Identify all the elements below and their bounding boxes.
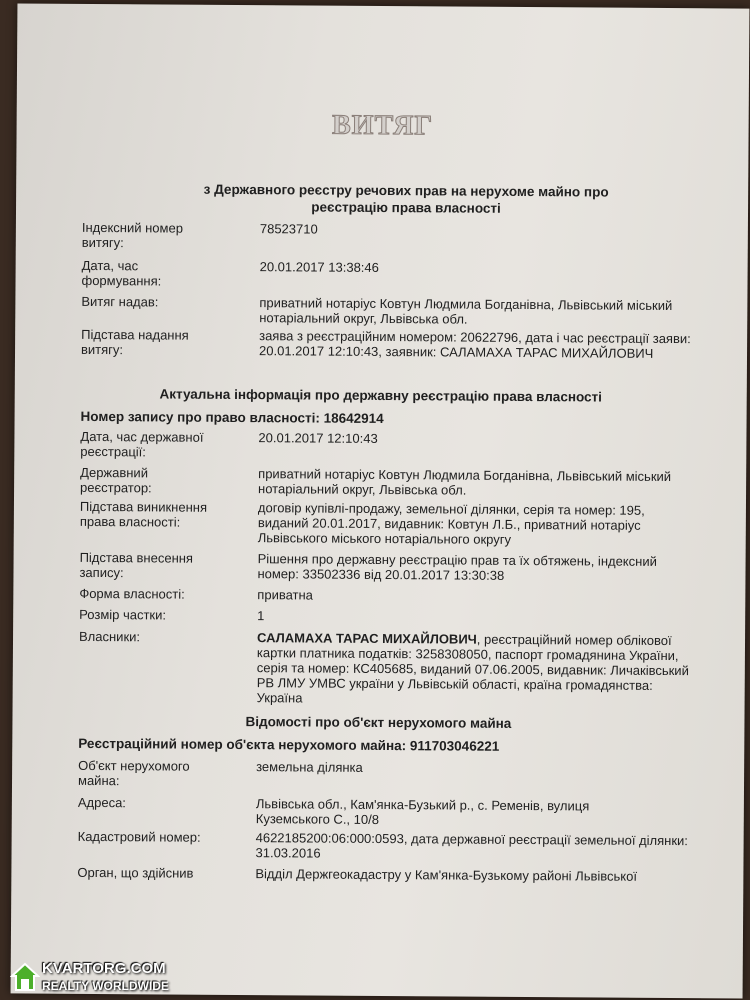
document-subtitle <box>136 180 676 218</box>
owner-value <box>257 630 698 708</box>
field-value: 78523710 <box>259 221 318 237</box>
field-value: договір купівлі-продажу, земельної ділянки, серія та номер: 195, виданий 20.01.2017, видавник: Ковтун Л.Б., приватний нотаріус Львівського міського нотаріального округу <box>257 500 645 547</box>
field-label: Підстава надання витягу: <box>80 326 189 358</box>
field-label: Підстава виникнення права власності: <box>79 498 208 530</box>
field-label: Адреса: <box>77 794 127 811</box>
subtitle-line-1: з Державного реєстру речових прав на нерухоме майно про <box>203 181 609 200</box>
field-label: Дата, час формування: <box>81 257 162 289</box>
field-label: Витяг надав: <box>81 293 159 310</box>
object-row-address <box>77 794 708 828</box>
field-value: приватний нотаріус Ковтун Людмила Богданівна, Львівський міський нотаріальний округ, Львівська обл. <box>258 466 672 498</box>
field-value: 1 <box>257 608 265 624</box>
field-value: Рішення про державну реєстрацію прав та їх обтяжень, індексний номер: 33502336 від 20.01.2017 13:30:38 <box>257 551 657 583</box>
current-row-date <box>80 428 710 460</box>
field-label: Підстава внесення запису: <box>79 549 194 581</box>
field-label: Орган, що здійснив <box>77 864 194 881</box>
field-value: приватна <box>257 587 314 603</box>
field-value: земельна ділянка <box>256 759 363 775</box>
field-value: заява з реєстраційним номером: 20622796, дата і час реєстрації заяви: 20.01.2017 12:10:43, заявник: САЛАМАХА ТАРАС МИХАЙЛОВИЧ <box>258 328 691 361</box>
watermark-name: KVARTORG.COM <box>42 960 166 977</box>
field-value: приватний нотаріус Ковтун Людмила Богданівна, Львівський міський нотаріальний округ, Львівська обл. <box>259 295 673 327</box>
current-row-ownership-form <box>79 585 709 603</box>
object-row-authority <box>77 864 707 884</box>
extract-row-date <box>81 257 712 289</box>
watermark-tagline: REALTY WORLDWIDE <box>42 979 169 993</box>
field-label: Кадастровий номер: <box>77 828 201 845</box>
extract-row-issuer <box>81 293 711 327</box>
field-label: Дата, час державної реєстрації: <box>80 428 204 460</box>
section-object-info: Відомості про об'єкт нерухомого майна <box>245 714 512 731</box>
current-row-share <box>79 606 709 624</box>
field-value: Львівська обл., Кам'янка-Бузький р., с. Ременів, вулиця Куземського С., 10/8 <box>255 796 590 828</box>
section-current-info: Актуальна інформація про державну реєстрацію права власності <box>159 386 603 405</box>
object-row-type <box>77 757 708 789</box>
field-value: 20.01.2017 13:38:46 <box>259 259 379 275</box>
field-label: Державний реєстратор: <box>80 464 152 496</box>
extract-row-index <box>81 219 712 251</box>
current-row-origin <box>79 498 710 547</box>
field-label: Розмір частки: <box>79 606 167 623</box>
field-value: 4622185200:06:000:0593, дата державної реєстрації земельної ділянки: 31.03.2016 <box>255 830 688 861</box>
field-label: Об'єкт нерухомого майна: <box>77 757 190 789</box>
field-label: Форма власності: <box>79 585 185 602</box>
kvartorg-watermark <box>6 958 206 998</box>
current-row-owners <box>78 628 709 706</box>
current-row-registrar <box>80 464 710 498</box>
owner-details: , реєстраційний номер облікової картки платника податків: 3258308050, паспорт громадянина України, серія та номер: КС405685, виданий 07.06.2005, видавник: Личаківський РВ ЛМУ УМВС україни у Львівській області, країна громадянства: Україна <box>256 631 689 706</box>
record-number: Номер запису про право власності: 18642914 <box>80 408 384 427</box>
document-heading: ВИТЯГ <box>331 109 434 142</box>
current-row-entry-basis <box>79 549 710 583</box>
house-icon <box>10 962 40 992</box>
field-value: Відділ Держгеокадастру у Кам'янка-Бузькому районі Львівської <box>255 866 638 884</box>
field-value: 20.01.2017 12:10:43 <box>258 430 378 446</box>
owner-name: САЛАМАХА ТАРАС МИХАЙЛОВИЧ <box>256 630 477 647</box>
object-number: Реєстраційний номер об'єкта нерухомого майна: 911703046221 <box>78 735 500 754</box>
field-label: Індексний номер витягу: <box>81 219 184 251</box>
document-page <box>11 3 750 998</box>
subtitle-line-2: реєстрацію права власності <box>311 199 501 216</box>
field-label: Власники: <box>78 628 141 645</box>
object-row-cadastral <box>77 828 708 861</box>
